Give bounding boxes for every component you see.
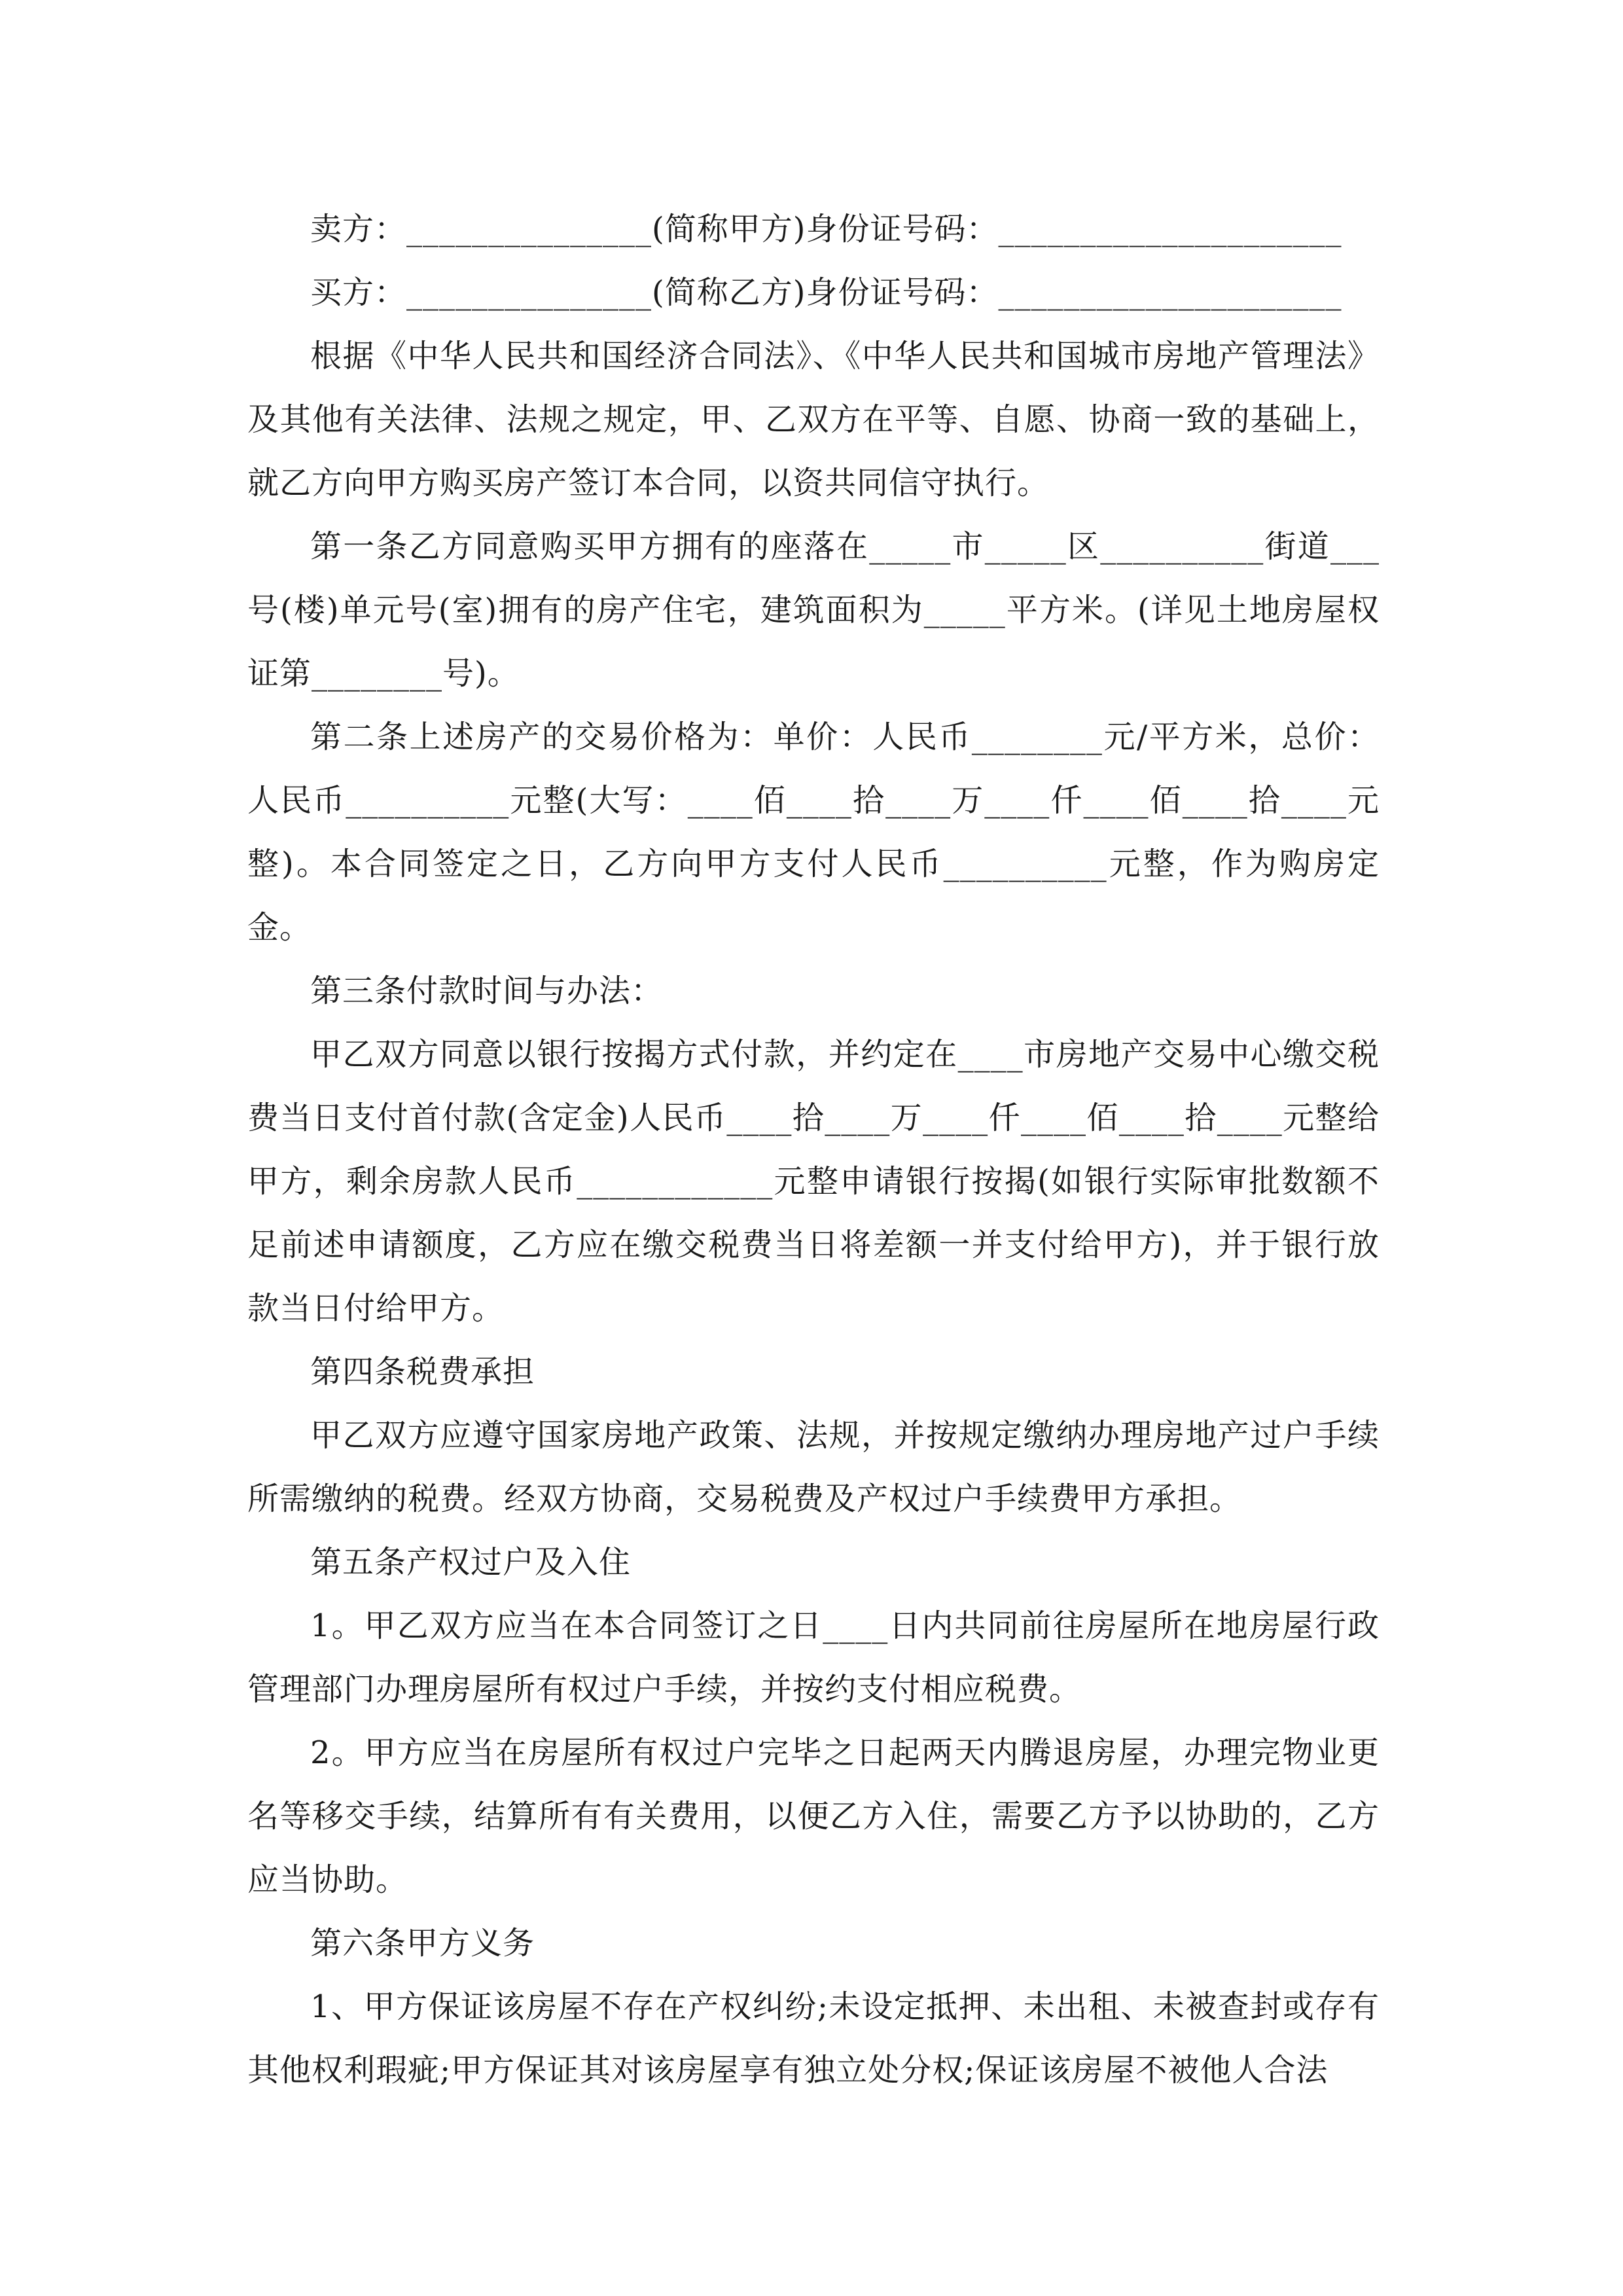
article-5-heading: 第五条产权过户及入住 [310,1544,632,1581]
article-3-heading: 第三条付款时间与办法： [310,973,664,1009]
article-6-heading: 第六条甲方义务 [310,1925,535,1962]
article-5-item-1: 1。甲乙双方应当在本合同签订之日____日内共同前往房屋所在地房屋行政管理部门办理房屋所有权过户手续，并按约支付相应税费。 [247,1607,1380,1708]
article-4-heading: 第四条税费承担 [310,1354,535,1390]
article-5-item-2: 2。甲方应当在房屋所有权过户完毕之日起两天内腾退房屋，办理完物业更名等移交手续，结算所有有关费用，以便乙方入住，需要乙方予以协助的，乙方应当协助。 [247,1734,1380,1898]
buyer-line: 买方：_______________(简称乙方)身份证号码：_____________________ [310,274,1342,311]
preamble-paragraph: 根据《中华人民共和国经济合同法》、《中华人民共和国城市房地产管理法》及其他有关法律、法规之规定，甲、乙双方在平等、自愿、协商一致的基础上，就乙方向甲方购买房产签订本合同，以资共同信守执行。 [247,338,1380,501]
seller-line: 卖方：_______________(简称甲方)身份证号码：_____________________ [310,211,1342,247]
article-6-item-1: 1、甲方保证该房屋不存在产权纠纷;未设定抵押、未出租、未被查封或存有其他权利瑕疵;甲方保证其对该房屋享有独立处分权;保证该房屋不被他人合法 [247,1988,1380,2089]
article-2-paragraph: 第二条上述房产的交易价格为：单价：人民币________元/平方米，总价：人民币__________元整(大写：____佰____拾____万____仟____佰____拾____元整)。本合同签定之日，乙方向甲方支付人民币__________元整，作为购房定金。 [247,719,1380,946]
article-3-paragraph: 甲乙双方同意以银行按揭方式付款，并约定在____市房地产交易中心缴交税费当日支付首付款(含定金)人民币____拾____万____仟____佰____拾____元整给甲方，剩余房款人民币____________元整申请银行按揭(如银行实际审批数额不足前述申请额度，乙方应在缴交税费当日将差额一并支付给甲方)，并于银行放款当日付给甲方。 [247,1036,1380,1327]
contract-body [247,198,1380,2102]
article-4-paragraph: 甲乙双方应遵守国家房地产政策、法规，并按规定缴纳办理房地产过户手续所需缴纳的税费。经双方协商，交易税费及产权过户手续费甲方承担。 [247,1417,1380,1517]
article-1-paragraph: 第一条乙方同意购买甲方拥有的座落在_____市_____区__________街道___号(楼)单元号(室)拥有的房产住宅，建筑面积为_____平方米。(详见土地房屋权证第________号)。 [247,528,1380,692]
